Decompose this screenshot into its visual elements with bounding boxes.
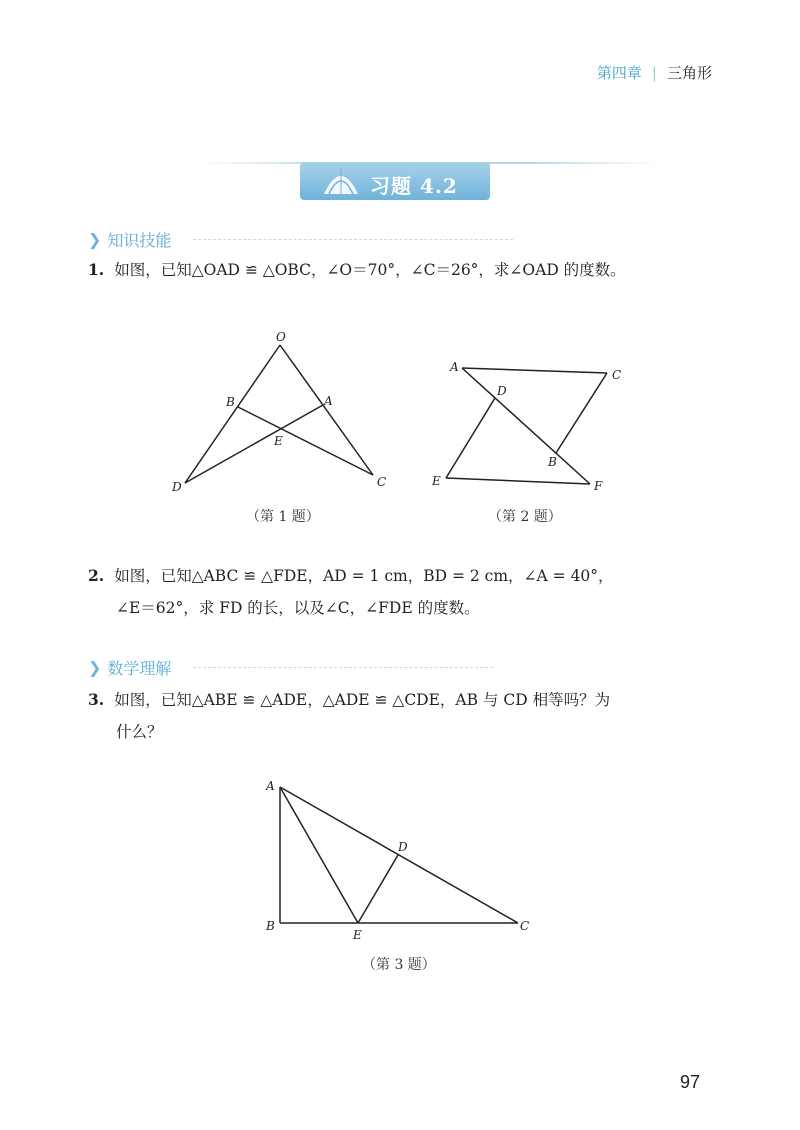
label-E: E	[353, 928, 362, 942]
chevron-right-icon: ❯	[88, 658, 102, 677]
label-E: E	[274, 434, 283, 448]
problem-text: 如图，已知△OAD ≌ △OBC，∠O＝70°，∠C＝26°，求∠OAD 的度数。	[114, 261, 626, 279]
compass-icon	[318, 138, 364, 196]
label-F: F	[594, 479, 603, 493]
section-label: 知识技能	[107, 231, 172, 250]
label-A: A	[450, 360, 459, 374]
label-B: B	[266, 919, 275, 933]
problem-text-line-2: 什么？	[116, 723, 163, 741]
banner-title: 习题 4.2	[370, 174, 458, 198]
problem-text-line-1: 如图，已知△ABC ≌ △FDE，AD = 1 cm，BD = 2 cm，∠A = 40°，	[114, 567, 614, 585]
label-D: D	[497, 384, 507, 398]
label-C: C	[612, 368, 622, 382]
label-C: C	[377, 475, 387, 489]
label-O: O	[276, 330, 286, 344]
segment-AF	[462, 368, 590, 484]
segment-DA	[185, 405, 323, 483]
segment-AE	[280, 787, 358, 923]
chevron-right-icon: ❯	[88, 230, 102, 249]
figure-1	[160, 325, 400, 500]
label-B: B	[548, 455, 557, 469]
problem-number: 2.	[88, 566, 105, 585]
section-rule	[193, 667, 493, 668]
problem-3	[88, 684, 730, 748]
figure-1-caption: （第 1 题）	[246, 509, 320, 525]
segment-EF	[446, 478, 590, 484]
header-separator: |	[651, 63, 657, 82]
section-label: 数学理解	[107, 659, 172, 678]
label-D: D	[398, 840, 408, 854]
section-math-understanding	[88, 656, 171, 679]
problem-text-line-2: ∠E＝62°，求 FD 的长，以及∠C，∠FDE 的度数。	[116, 599, 480, 617]
chapter-title: 三角形	[666, 64, 712, 82]
figure-3	[262, 775, 542, 945]
label-A: A	[266, 779, 275, 793]
problem-number: 3.	[88, 690, 105, 709]
label-E: E	[432, 474, 441, 488]
section-knowledge-skills	[88, 228, 171, 251]
segment-OD	[185, 345, 280, 483]
segment-ED	[358, 855, 398, 923]
segment-DE	[446, 398, 495, 478]
label-C: C	[520, 919, 530, 933]
problem-text-line-1: 如图，已知△ABE ≌ △ADE，△ADE ≌ △CDE，AB 与 CD 相等吗？为	[114, 691, 611, 709]
chapter-label: 第四章	[596, 64, 642, 82]
figure-2	[420, 350, 640, 500]
exercise-banner	[294, 154, 494, 200]
segment-AC	[280, 787, 518, 923]
segment-CB	[556, 373, 607, 453]
problem-2	[88, 560, 730, 624]
figure-3-caption: （第 3 题）	[362, 957, 436, 973]
segment-OC	[280, 345, 373, 475]
page-number: 97	[679, 1072, 700, 1092]
problem-number: 1.	[88, 260, 105, 279]
label-D: D	[172, 480, 182, 494]
label-B: B	[226, 395, 235, 409]
label-A: A	[324, 394, 333, 408]
section-rule	[193, 239, 513, 240]
segment-AC	[462, 368, 607, 373]
figure-2-caption: （第 2 题）	[488, 509, 562, 525]
chapter-header	[597, 62, 712, 83]
problem-1	[88, 254, 730, 286]
